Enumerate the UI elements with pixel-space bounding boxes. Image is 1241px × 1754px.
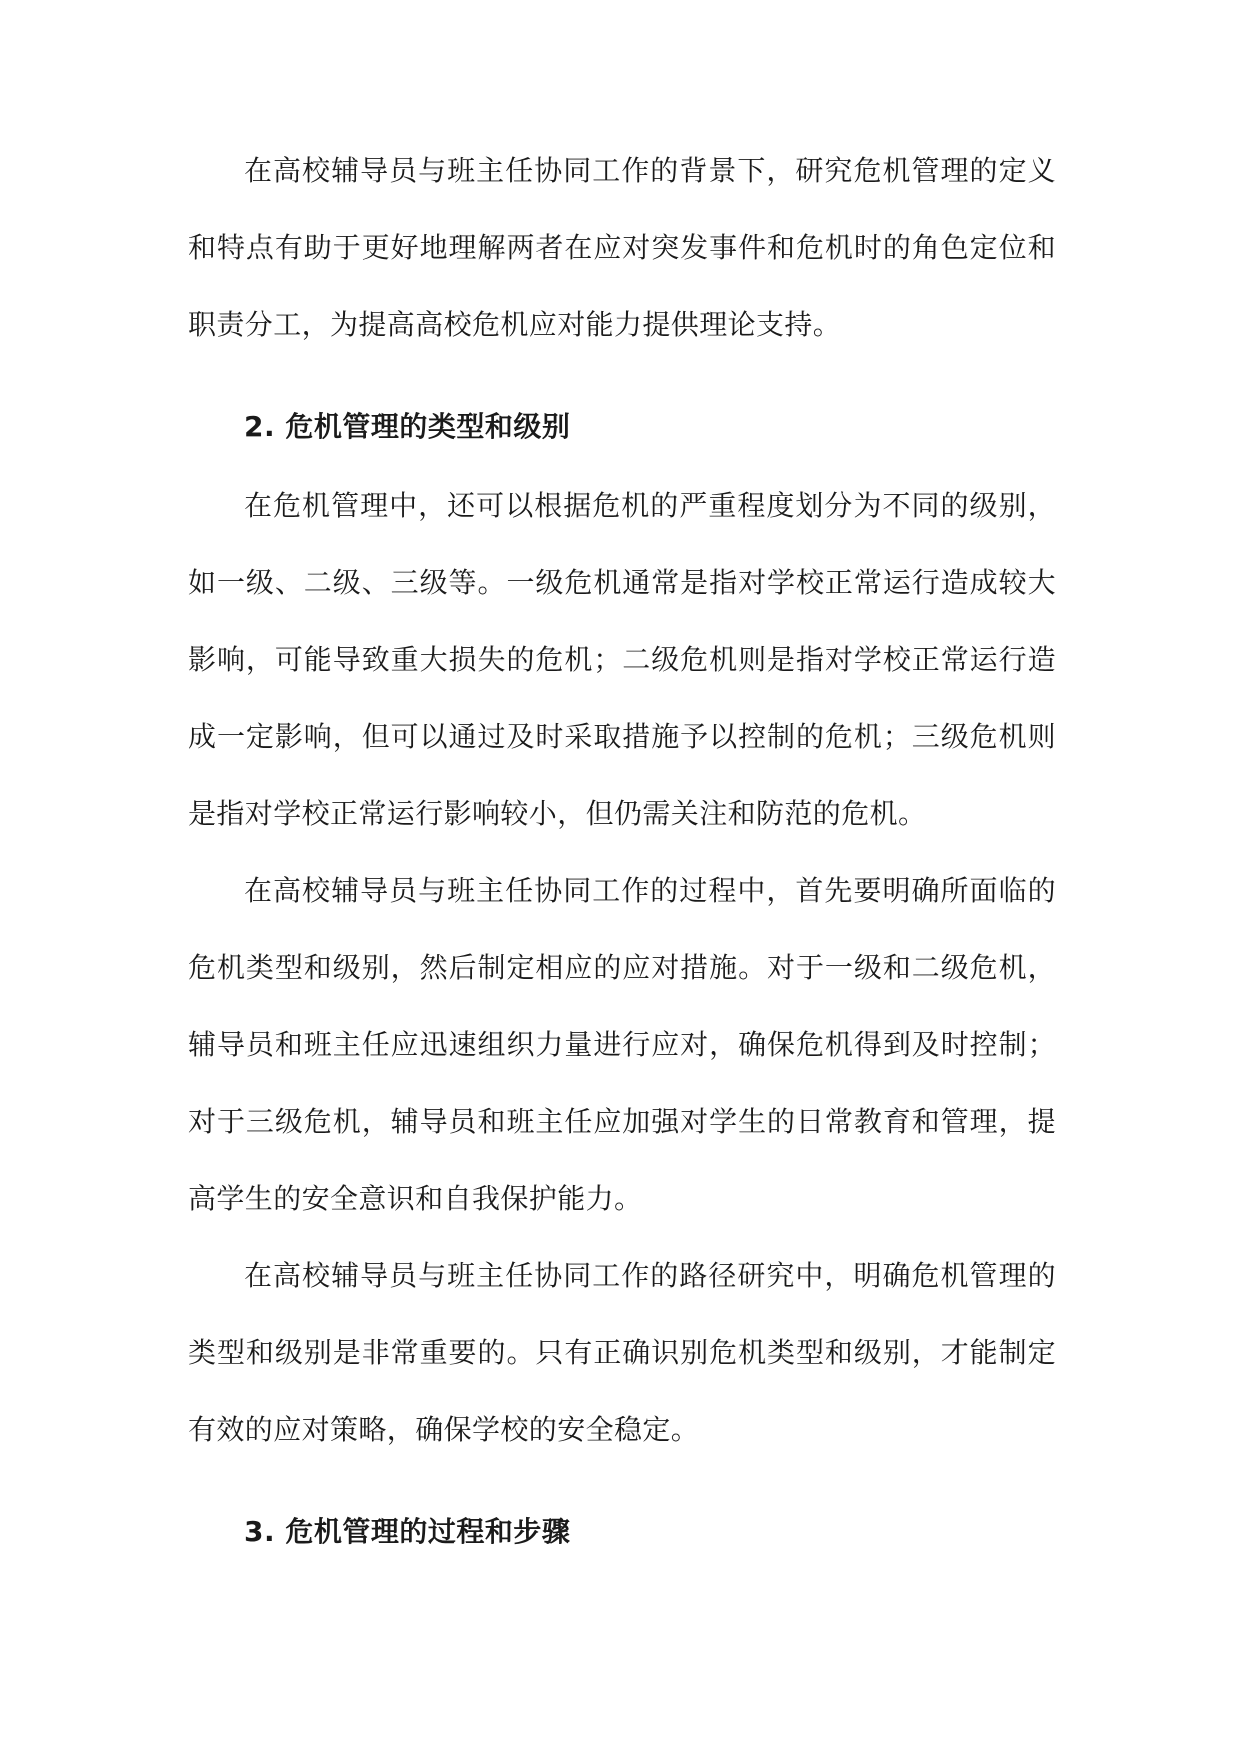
section-heading-process-steps: 3. 危机管理的过程和步骤 — [244, 1515, 571, 1548]
paragraph-crisis-levels: 在危机管理中，还可以根据危机的严重程度划分为不同的级别，如一级、二级、三级等。一级危机通常是指对学校正常运行造成较大影响，可能导致重大损失的危机；二级危机则是指对学校正常运行造成一定影响，但可以通过及时采取措施予以控制的危机；三级危机则是指对学校正常运行影响较小，但仍需关注和防范的危机。 — [188, 489, 1056, 830]
section-heading-types-levels: 2. 危机管理的类型和级别 — [244, 410, 571, 443]
paragraph-importance: 在高校辅导员与班主任协同工作的路径研究中，明确危机管理的类型和级别是非常重要的。只有正确识别危机类型和级别，才能制定有效的应对策略，确保学校的安全稳定。 — [188, 1259, 1056, 1446]
paragraph-definition: 在高校辅导员与班主任协同工作的背景下，研究危机管理的定义和特点有助于更好地理解两者在应对突发事件和危机时的角色定位和职责分工，为提高高校危机应对能力提供理论支持。 — [188, 154, 1056, 341]
paragraph-response-measures: 在高校辅导员与班主任协同工作的过程中，首先要明确所面临的危机类型和级别，然后制定相应的应对措施。对于一级和二级危机，辅导员和班主任应迅速组织力量进行应对，确保危机得到及时控制；对于三级危机，辅导员和班主任应加强对学生的日常教育和管理，提高学生的安全意识和自我保护能力。 — [188, 874, 1056, 1215]
document-page — [188, 132, 1056, 1570]
